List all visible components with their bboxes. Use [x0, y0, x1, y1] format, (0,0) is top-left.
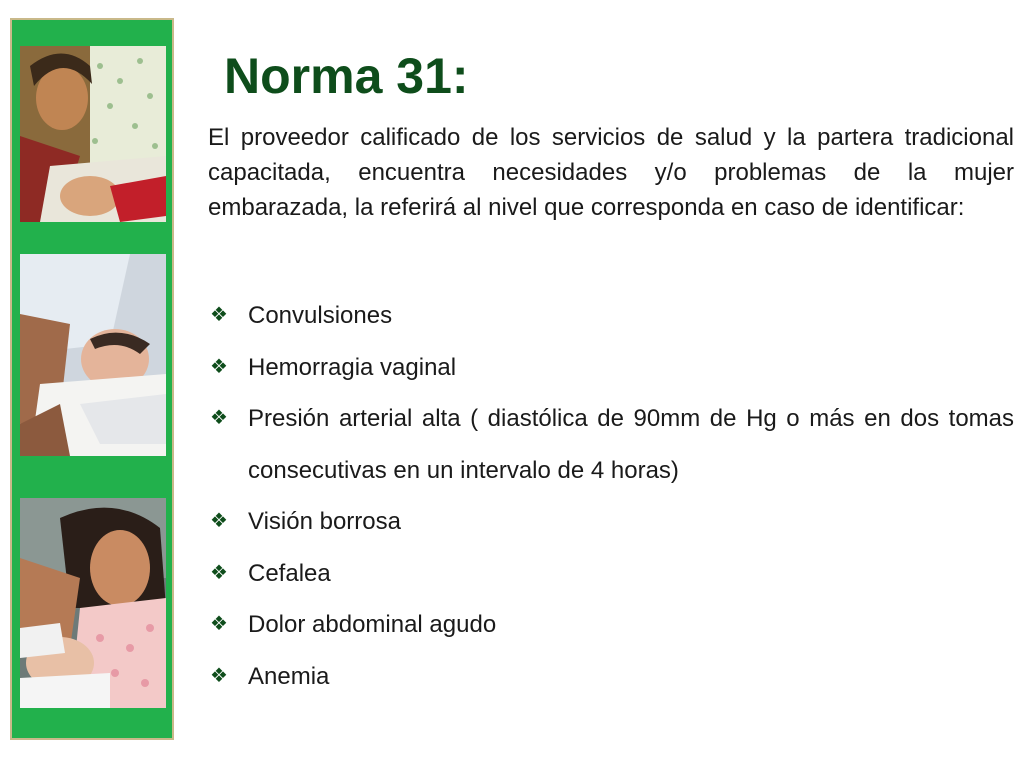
list-item-text: Dolor abdominal agudo	[248, 611, 497, 638]
bullet-list	[208, 290, 1014, 702]
list-item	[208, 651, 1014, 703]
diamond-bullet-icon: ❖	[210, 510, 228, 532]
breastfeeding-newborn-photo	[20, 254, 166, 456]
list-item-text: Presión arterial alta ( diastólica de 90mm de Hg o más en dos tomas consecutivas en un intervalo de 4 horas)	[248, 405, 1014, 484]
list-item-text: Cefalea	[248, 559, 331, 587]
smiling-mother-with-baby-photo	[20, 498, 166, 708]
list-item	[208, 393, 1014, 496]
diamond-bullet-icon: ❖	[210, 664, 228, 687]
diamond-bullet-icon: ❖	[210, 355, 228, 378]
list-item	[208, 548, 1014, 600]
list-item	[208, 290, 1014, 342]
list-item-text: Visión borrosa	[248, 508, 401, 535]
diamond-bullet-icon: ❖	[210, 407, 228, 429]
photo-sidebar	[10, 18, 174, 740]
intro-paragraph: El proveedor calificado de los servicios de salud y la partera tradicional capacitada, encuentra necesidades y/o problemas de la mujer embarazada, la referirá al nivel que corresponda en caso de identificar:	[208, 124, 1014, 221]
list-item-text: Anemia	[248, 662, 330, 690]
diamond-bullet-icon: ❖	[210, 304, 228, 326]
list-item-text: Convulsiones	[248, 302, 393, 329]
slide-title: Norma 31:	[224, 48, 469, 104]
list-item	[208, 599, 1014, 651]
diamond-bullet-icon: ❖	[210, 561, 228, 584]
list-item-text: Hemorragia vaginal	[248, 353, 457, 381]
list-item	[208, 342, 1014, 394]
diamond-bullet-icon: ❖	[210, 613, 228, 635]
list-item	[208, 496, 1014, 548]
mother-with-newborn-photo	[20, 46, 166, 222]
